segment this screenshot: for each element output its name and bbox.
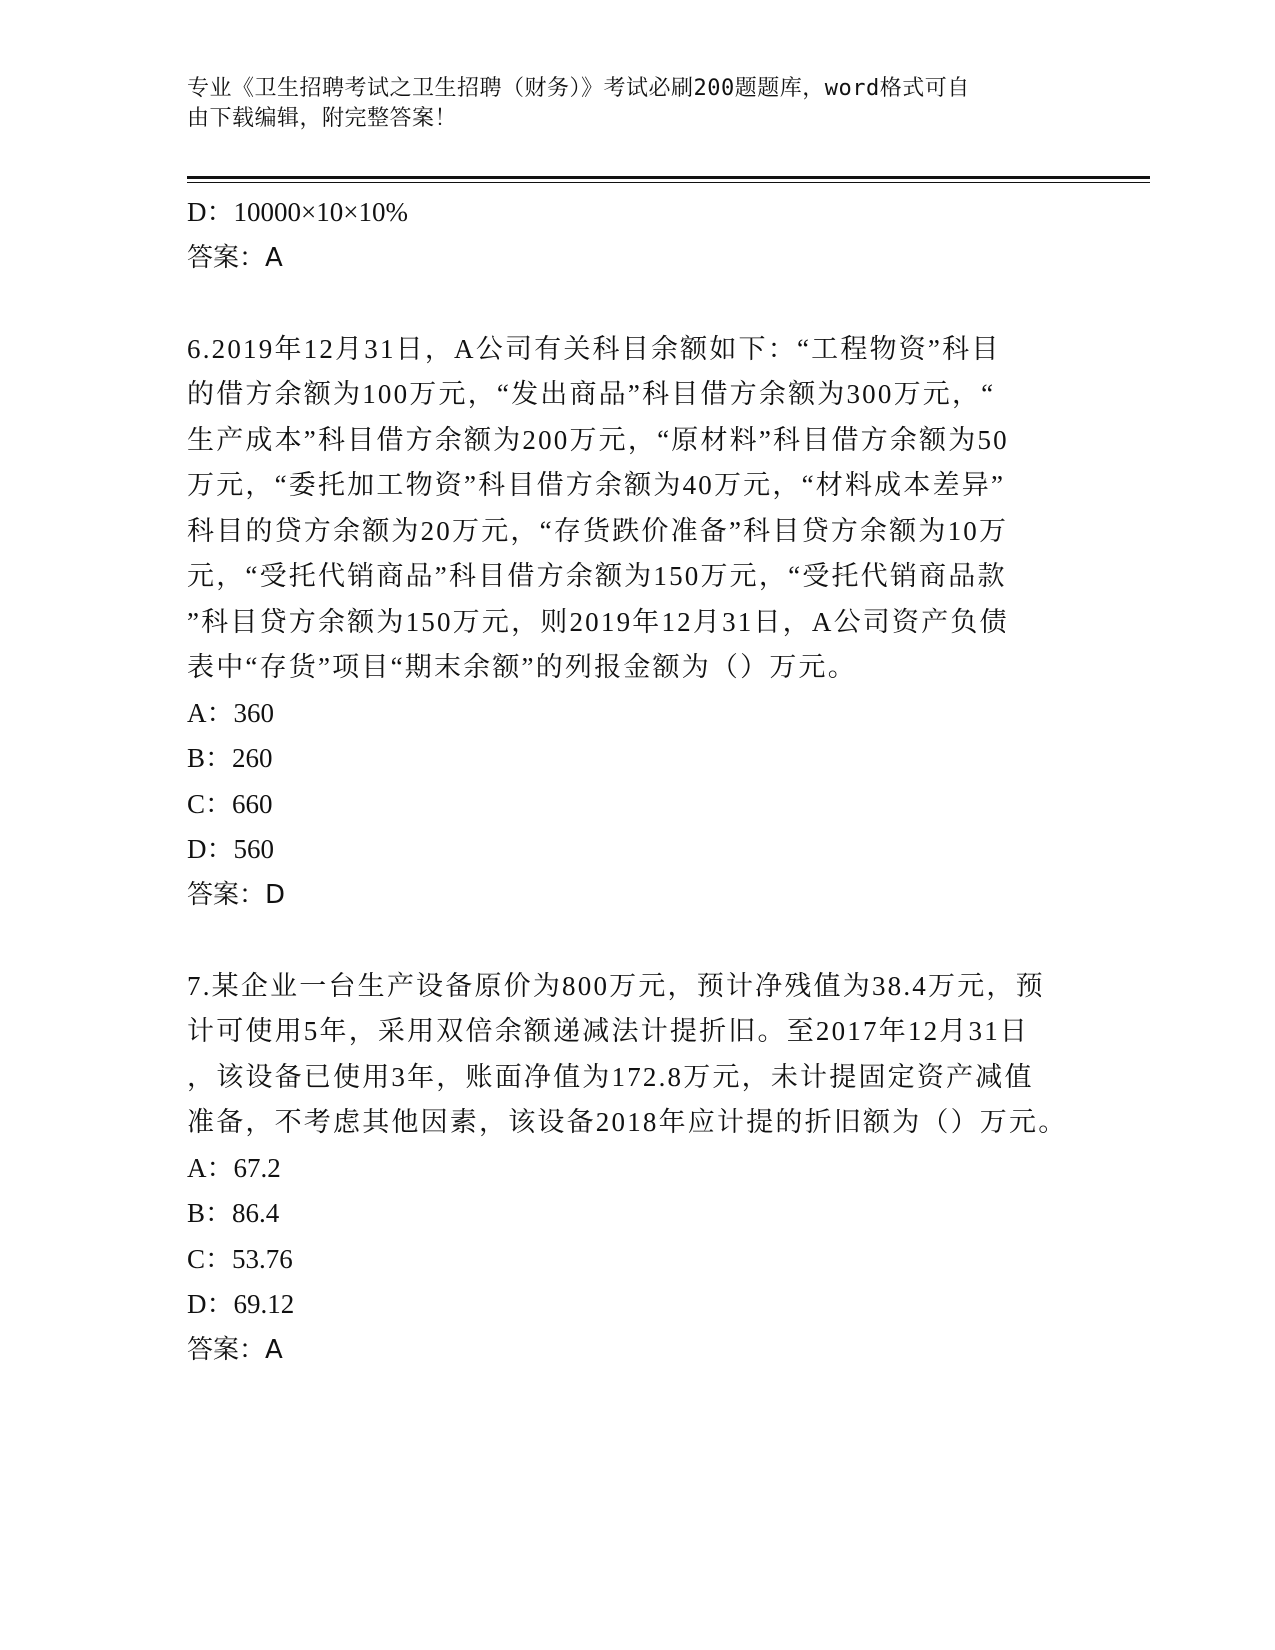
document-body bbox=[187, 190, 1067, 1373]
question-stem-line: 计可使用5年，采用双倍余额递减法计提折旧。至2017年12月31日 bbox=[187, 1016, 1030, 1046]
header-line: 专业《卫生招聘考试之卫生招聘（财务）》考试必刷200题题库，word格式可自 bbox=[187, 76, 970, 101]
question-stem-line: 表中“存货”项目“期末余额”的列报金额为（）万元。 bbox=[187, 652, 857, 682]
question-stem-line: 科目的贷方余额为20万元，“存货跌价准备”科目贷方余额为10万 bbox=[187, 515, 1009, 546]
question-stem-line: 的借方余额为100万元，“发出商品”科目借方余额为300万元，“ bbox=[187, 379, 996, 409]
answer: 答案：A bbox=[187, 242, 283, 273]
option-a: A：360 bbox=[187, 697, 274, 728]
question-stem-line: 万元，“委托加工物资”科目借方余额为40万元，“材料成本差异” bbox=[187, 470, 1006, 500]
answer: 答案：D bbox=[187, 879, 286, 910]
question-stem-line: ”科目贷方余额为150万元，则2019年12月31日，A公司资产负债 bbox=[187, 606, 1009, 637]
option-d: D：69.12 bbox=[187, 1289, 295, 1319]
header-divider bbox=[187, 176, 1150, 179]
option-d: D：10000×10×10% bbox=[187, 197, 408, 227]
question-stem-line: 7.某企业一台生产设备原价为800万元，预计净残值为38.4万元，预 bbox=[187, 970, 1045, 1001]
question-stem-line: 生产成本”科目借方余额为200万元，“原材料”科目借方余额为50 bbox=[187, 424, 1009, 455]
question-stem-line: 元，“受托代销商品”科目借方余额为150万元，“受托代销商品款 bbox=[187, 561, 1007, 591]
option-c: C：53.76 bbox=[187, 1243, 293, 1274]
option-c: C：660 bbox=[187, 788, 273, 819]
question-stem-line: 准备，不考虑其他因素，该设备2018年应计提的折旧额为（）万元。 bbox=[187, 1107, 1068, 1137]
option-a: A：67.2 bbox=[187, 1152, 281, 1183]
page-header bbox=[187, 74, 1067, 134]
option-b: B：86.4 bbox=[187, 1198, 280, 1228]
option-b: B：260 bbox=[187, 743, 273, 773]
question-stem-line: 6.2019年12月31日，A公司有关科目余额如下：“工程物资”科目 bbox=[187, 333, 1001, 364]
question-7 bbox=[187, 964, 1067, 1374]
question-6 bbox=[187, 327, 1067, 919]
option-d: D：560 bbox=[187, 834, 274, 864]
answer: 答案：A bbox=[187, 1334, 283, 1365]
previous-question-tail bbox=[187, 190, 1067, 281]
question-stem-line: ，该设备已使用3年，账面净值为172.8万元，未计提固定资产减值 bbox=[187, 1061, 1034, 1092]
header-line: 由下载编辑，附完整答案！ bbox=[187, 106, 458, 131]
header-divider bbox=[187, 182, 1150, 183]
